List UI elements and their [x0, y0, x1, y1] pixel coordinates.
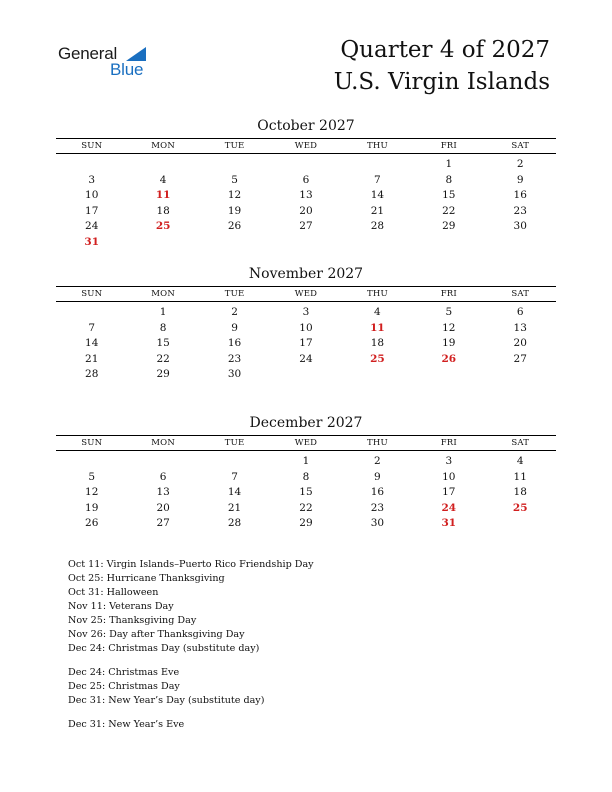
weekday-label: SAT [511, 141, 530, 151]
day-cell: 8 [159, 321, 167, 334]
day-cell: 13 [299, 189, 313, 202]
weekday-label: TUE [224, 141, 245, 151]
holiday-day-cell: 31 [441, 517, 457, 530]
holiday-note: Dec 25: Christmas Day [68, 681, 180, 692]
day-cell: 15 [299, 486, 313, 499]
day-cell: 24 [299, 352, 313, 365]
day-cell: 2 [231, 306, 238, 318]
day-cell: 20 [299, 204, 313, 217]
weekday-label: THU [366, 141, 388, 151]
day-cell: 23 [227, 352, 242, 365]
day-cell: 28 [85, 368, 99, 381]
day-cell [270, 235, 341, 251]
day-cell: 10 [85, 189, 99, 202]
day-cell: 29 [299, 517, 313, 530]
weekday-label: SAT [511, 438, 530, 448]
month-grid [56, 302, 556, 383]
weekday-label: SAT [511, 289, 530, 299]
logo-triangle-icon [126, 47, 146, 61]
day-cell: 27 [299, 220, 313, 233]
day-cell: 26 [227, 220, 242, 233]
day-cell: 30 [227, 368, 242, 381]
day-cell: 4 [159, 173, 167, 186]
holiday-note: Nov 11: Veterans Day [68, 601, 174, 612]
holiday-day-cell: 25 [155, 220, 171, 233]
week-row [56, 367, 556, 383]
day-cell: 2 [374, 455, 381, 467]
day-cell: 22 [156, 352, 170, 365]
day-cell: 12 [85, 486, 99, 499]
day-cell [56, 454, 127, 470]
day-cell [270, 367, 341, 383]
day-cell: 17 [299, 337, 313, 350]
week-row [56, 173, 556, 189]
month-grid [56, 154, 556, 251]
title-quarter: Quarter 4 of 2027 [340, 37, 550, 63]
week-row [56, 352, 556, 368]
calendar-october [56, 117, 556, 251]
day-cell [485, 367, 556, 383]
week-row [56, 485, 556, 501]
weekday-label: SUN [81, 438, 103, 448]
day-cell: 4 [516, 455, 524, 467]
week-row [56, 204, 556, 220]
weekday-header [56, 435, 556, 451]
week-row [56, 470, 556, 486]
day-cell: 14 [370, 189, 385, 202]
day-cell [199, 454, 270, 470]
month-title: November 2027 [248, 266, 364, 282]
day-cell: 13 [156, 486, 170, 499]
day-cell: 2 [516, 158, 524, 170]
day-cell: 22 [299, 501, 313, 514]
day-cell: 6 [302, 173, 310, 186]
weekday-label: MON [151, 438, 175, 448]
day-cell: 30 [513, 220, 527, 233]
day-cell: 27 [156, 517, 170, 530]
week-row [56, 157, 556, 173]
day-cell: 18 [156, 204, 170, 217]
week-row [56, 501, 556, 517]
holiday-note: Dec 31: New Year’s Eve [68, 719, 185, 730]
day-cell: 23 [370, 501, 385, 514]
day-cell: 1 [159, 306, 167, 318]
weekday-label: WED [294, 289, 318, 299]
holiday-note: Oct 31: Halloween [68, 587, 159, 598]
week-row [56, 454, 556, 470]
holiday-day-cell: 25 [512, 501, 528, 514]
day-cell: 30 [370, 517, 385, 530]
month-title: October 2027 [257, 118, 355, 134]
day-cell: 18 [370, 337, 385, 350]
weekday-label: SUN [81, 289, 103, 299]
day-cell: 9 [516, 173, 524, 186]
holiday-note: Dec 24: Christmas Day (substitute day) [68, 643, 260, 654]
day-cell: 5 [445, 306, 453, 318]
holiday-day-cell: 31 [84, 235, 100, 248]
day-cell: 10 [299, 321, 313, 334]
week-row [56, 321, 556, 337]
day-cell: 5 [231, 173, 238, 186]
month-grid [56, 451, 556, 532]
day-cell: 16 [370, 486, 385, 499]
holiday-note: Oct 25: Hurricane Thanksgiving [68, 573, 225, 584]
weekday-label: TUE [224, 289, 245, 299]
holiday-day-cell: 24 [441, 501, 457, 514]
calendar-december [56, 414, 556, 532]
holiday-day-cell: 26 [441, 352, 457, 365]
day-cell: 27 [513, 352, 527, 365]
holiday-note: Nov 25: Thanksgiving Day [68, 615, 197, 626]
day-cell: 7 [88, 321, 96, 334]
day-cell [199, 157, 270, 173]
week-row [56, 219, 556, 235]
day-cell: 21 [227, 501, 242, 514]
weekday-header [56, 286, 556, 302]
holiday-day-cell: 25 [370, 352, 385, 365]
day-cell: 8 [445, 173, 453, 186]
day-cell: 12 [442, 321, 456, 334]
day-cell: 29 [442, 220, 456, 233]
week-row [56, 516, 556, 532]
day-cell: 29 [156, 368, 170, 381]
day-cell [270, 157, 341, 173]
week-row [56, 336, 556, 352]
weekday-label: THU [366, 438, 388, 448]
month-title: December 2027 [249, 415, 363, 431]
day-cell: 19 [85, 501, 99, 514]
day-cell [127, 235, 198, 251]
day-cell [199, 235, 270, 251]
day-cell: 13 [513, 321, 527, 334]
day-cell: 15 [442, 189, 456, 202]
day-cell: 20 [513, 337, 527, 350]
generalblue-logo [58, 44, 158, 80]
day-cell [413, 367, 484, 383]
day-cell: 11 [513, 470, 527, 483]
day-cell: 26 [85, 517, 99, 530]
day-cell [485, 516, 556, 532]
day-cell: 6 [516, 306, 524, 318]
weekday-label: FRI [440, 141, 457, 151]
day-cell: 1 [445, 158, 453, 170]
weekday-label: TUE [224, 438, 245, 448]
day-cell: 14 [227, 486, 242, 499]
day-cell [342, 235, 413, 251]
day-cell [342, 367, 413, 383]
day-cell [342, 157, 413, 173]
day-cell: 20 [156, 501, 170, 514]
day-cell: 15 [156, 337, 170, 350]
day-cell: 19 [227, 204, 242, 217]
holiday-day-cell: 11 [155, 189, 171, 202]
day-cell: 10 [442, 470, 456, 483]
holiday-day-cell: 11 [370, 321, 385, 334]
day-cell [127, 454, 198, 470]
day-cell: 9 [374, 470, 381, 483]
day-cell: 21 [85, 352, 99, 365]
day-cell: 19 [442, 337, 456, 350]
weekday-label: MON [151, 141, 175, 151]
day-cell: 24 [85, 220, 99, 233]
day-cell: 4 [374, 306, 381, 318]
day-cell: 7 [231, 470, 238, 483]
day-cell: 16 [227, 337, 242, 350]
holiday-list [68, 558, 314, 732]
day-cell: 28 [227, 517, 242, 530]
weekday-label: FRI [440, 289, 457, 299]
day-cell [485, 235, 556, 251]
logo-text-blue: Blue [110, 60, 144, 79]
day-cell: 17 [442, 486, 456, 499]
holiday-note: Dec 24: Christmas Eve [68, 667, 180, 678]
day-cell: 21 [370, 204, 385, 217]
day-cell: 16 [513, 189, 527, 202]
day-cell: 3 [445, 455, 453, 467]
day-cell: 8 [302, 470, 310, 483]
day-cell: 7 [374, 173, 381, 186]
day-cell: 12 [227, 189, 242, 202]
weekday-label: THU [366, 289, 388, 299]
day-cell: 3 [88, 173, 96, 186]
day-cell: 22 [442, 204, 456, 217]
holiday-note: Oct 11: Virgin Islands–Puerto Rico Friendship Day [68, 559, 314, 570]
weekday-label: SUN [81, 141, 103, 151]
day-cell: 6 [159, 470, 167, 483]
week-row [56, 235, 556, 251]
day-cell: 23 [513, 204, 527, 217]
day-cell: 5 [88, 470, 96, 483]
week-row [56, 305, 556, 321]
weekday-label: FRI [440, 438, 457, 448]
day-cell: 1 [302, 455, 310, 467]
calendar-november [56, 265, 556, 383]
weekday-header [56, 138, 556, 154]
day-cell [56, 305, 127, 321]
day-cell: 18 [513, 486, 527, 499]
day-cell: 17 [85, 204, 99, 217]
title-region: U.S. Virgin Islands [333, 69, 550, 95]
holiday-note: Dec 31: New Year’s Day (substitute day) [68, 695, 265, 706]
day-cell [56, 157, 127, 173]
weekday-label: WED [294, 141, 318, 151]
day-cell: 14 [85, 337, 99, 350]
day-cell: 3 [302, 306, 310, 318]
weekday-label: WED [294, 438, 318, 448]
day-cell [413, 235, 484, 251]
page-title [334, 34, 550, 98]
logo-text-general: General [58, 44, 118, 63]
day-cell: 28 [370, 220, 385, 233]
day-cell: 9 [231, 321, 238, 334]
day-cell [127, 157, 198, 173]
weekday-label: MON [151, 289, 175, 299]
holiday-note: Nov 26: Day after Thanksgiving Day [68, 629, 245, 640]
week-row [56, 188, 556, 204]
